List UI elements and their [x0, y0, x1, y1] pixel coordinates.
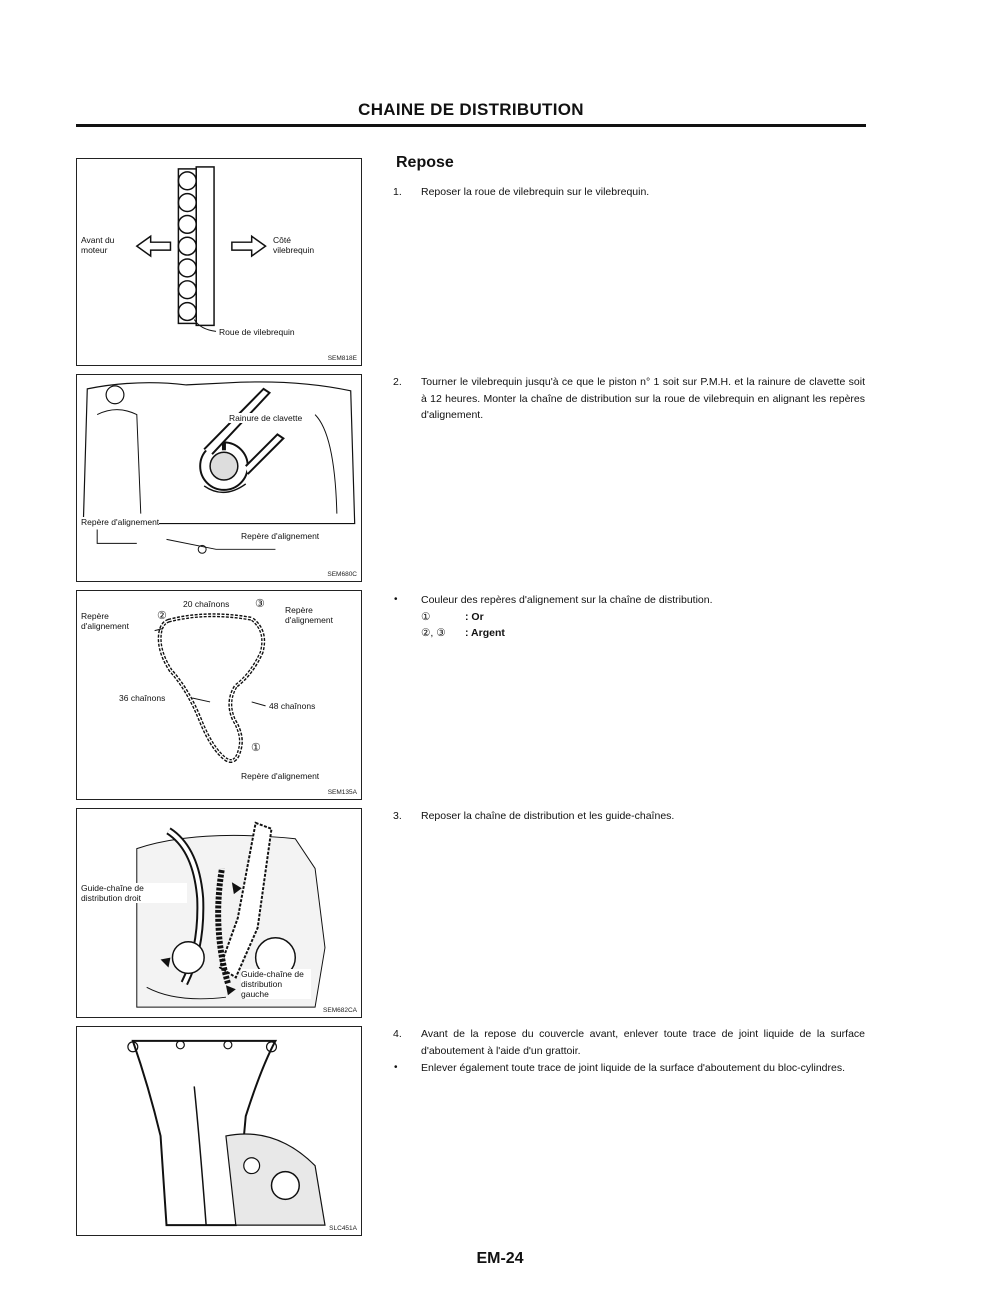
legend-value: : Or	[465, 610, 484, 623]
figure-chain-links	[76, 590, 362, 800]
circle-mark-3: ③	[255, 598, 265, 610]
links-36-label: 36 chaînons	[119, 693, 166, 703]
figure-code: SLC451A	[329, 1225, 357, 1232]
legend-silver	[421, 625, 865, 642]
step-text: Reposer la chaîne de distribution et les guide-chaînes.	[421, 810, 675, 822]
bullet-block-surface	[393, 1060, 865, 1077]
alignment-mark-label-bottom: Repère d'alignement	[241, 771, 320, 781]
bullet-chain-colors	[393, 592, 865, 642]
links-48-label: 48 chaînons	[269, 701, 316, 711]
legend-marks: ①	[421, 610, 431, 623]
step-3	[393, 808, 865, 825]
figure-code: SEM818E	[327, 355, 357, 362]
front-label: Avant du moteur	[81, 235, 115, 255]
legend-gold	[421, 609, 865, 626]
step-text: Tourner le vilebrequin jusqu'à ce que le piston n° 1 soit sur P.M.H. et la rainure de clavette soit à 12 heures. Monter la chaîne de distribution sur la roue de vilebrequin en alignant les repères d'alignement.	[421, 376, 865, 421]
step-number: 3.	[393, 810, 402, 822]
figure-chain-guides	[76, 808, 362, 1018]
step-1	[393, 184, 865, 201]
front-cover-illustration	[77, 1027, 361, 1235]
page-title: CHAINE DE DISTRIBUTION	[358, 100, 584, 119]
title-rule	[76, 124, 866, 127]
page-number: EM-24	[476, 1250, 524, 1267]
circle-mark-1: ①	[251, 742, 261, 754]
step-4	[393, 1026, 865, 1059]
section-heading: Repose	[396, 154, 454, 171]
step-text: Couleur des repères d'alignement sur la chaîne de distribution.	[421, 594, 713, 606]
alignment-mark-label-right: Repère d'alignement	[285, 605, 333, 625]
legend-marks: ②, ③	[421, 627, 446, 639]
step-text: Avant de la repose du couvercle avant, enlever toute trace de joint liquide de la surface d'aboutement à l'aide d'un grattoir.	[421, 1028, 865, 1057]
left-guide-label: Guide-chaîne de distribution gauche	[241, 969, 311, 999]
step-2	[393, 374, 865, 424]
step-text: Reposer la roue de vilebrequin sur le vilebrequin.	[421, 186, 650, 198]
keyway-label: Rainure de clavette	[229, 413, 303, 423]
bullet-icon: •	[394, 1062, 398, 1073]
figure-front-cover	[76, 1026, 362, 1236]
step-number: 2.	[393, 376, 402, 388]
step-text: Enlever également toute trace de joint liquide de la surface d'aboutement du bloc-cylindres.	[421, 1062, 846, 1074]
sprocket-label: Roue de vilebrequin	[219, 327, 295, 337]
figure-code: SEM680C	[327, 571, 357, 578]
alignment-mark-label-right: Repère d'alignement	[241, 531, 320, 541]
bullet-icon: •	[394, 594, 398, 605]
chain-guides-illustration	[77, 809, 361, 1017]
legend-value: : Argent	[465, 627, 505, 639]
circle-mark-2: ②	[157, 610, 167, 622]
alignment-mark-label-left: Repère d'alignement	[81, 611, 129, 631]
figure-code: SEM135A	[327, 789, 357, 796]
figure-crankshaft-sprocket	[76, 158, 362, 366]
figure-code: SEM682CA	[323, 1007, 357, 1014]
crank-side-label: Côté vilebrequin	[273, 235, 315, 255]
right-guide-label: Guide-chaîne de distribution droit	[81, 883, 187, 903]
figure-alignment-marks	[76, 374, 362, 582]
alignment-mark-label-left: Repère d'alignement	[81, 517, 160, 527]
links-20-label: 20 chaînons	[183, 599, 230, 609]
engine-front-illustration	[77, 375, 361, 581]
step-number: 4.	[393, 1028, 402, 1040]
step-number: 1.	[393, 186, 402, 198]
